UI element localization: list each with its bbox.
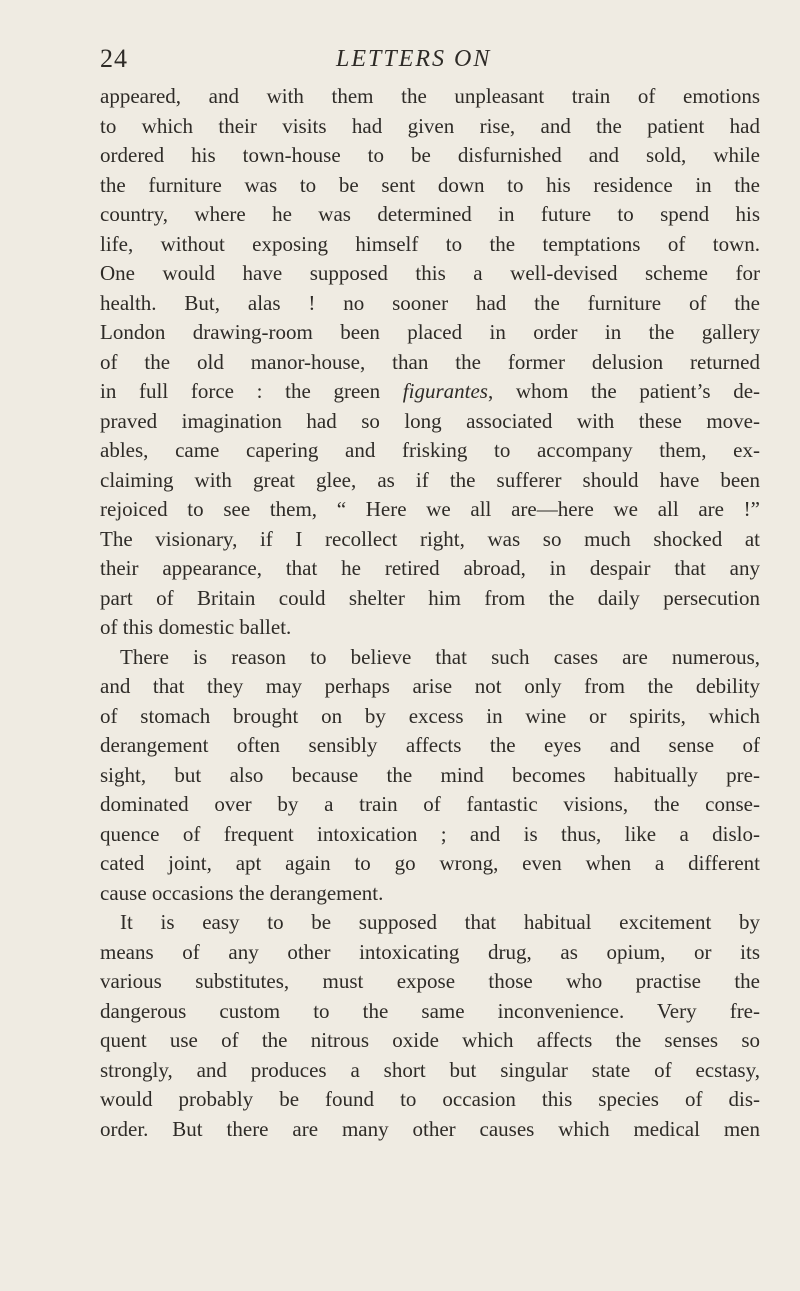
text-line: cated joint, apt again to go wrong, even when a different (100, 851, 760, 875)
page-header (0, 44, 800, 84)
text-line: praved imagination had so long associated with these move- (100, 408, 760, 433)
text-line: The visionary, if I recollect right, was so much shocked at (100, 526, 760, 551)
text-line: part of Britain could shelter him from the daily persecution (100, 585, 760, 610)
text-line: health. But, alas ! no sooner had the furniture of the (100, 290, 760, 315)
text-line: derangement often sensibly affects the eyes and sense of (100, 733, 760, 757)
text-line: means of any other intoxicating drug, as opium, or its (100, 939, 760, 964)
page-number: 24 (100, 44, 128, 73)
text-line: to which their visits had given rise, and the patient had (100, 113, 760, 138)
text-line: of this domestic ballet. (100, 615, 292, 639)
text-line: cause occasions the derangement. (100, 880, 384, 905)
text-line: of the old manor-house, than the former delusion returned (100, 349, 760, 374)
text-line: in full force : the green figurantes, whom the patient’s de- (100, 379, 761, 403)
italic-word: figurantes (402, 379, 488, 403)
text-line: appeared, and with them the unpleasant train of emotions (100, 84, 760, 108)
text-line: It is easy to be supposed that habitual excitement by (120, 910, 760, 934)
text-line: various substitutes, must expose those who practise the (100, 969, 760, 993)
text-line: of stomach brought on by excess in wine or spirits, which (100, 703, 760, 728)
text-line: order. But there are many other causes which medical men (100, 1116, 760, 1141)
text-line: strongly, and produces a short but singular state of ecstasy, (100, 1057, 760, 1082)
text-line: life, without exposing himself to the temptations of town. (100, 231, 760, 256)
text-line: dangerous custom to the same inconvenience. Very fre- (100, 998, 760, 1023)
text-line: dominated over by a train of fantastic visions, the conse- (100, 792, 760, 816)
text-line: ordered his town-house to be disfurnished and sold, while (100, 143, 760, 167)
text-line: There is reason to believe that such cases are numerous, (120, 644, 760, 669)
text-line: quence of frequent intoxication ; and is thus, like a dislo- (100, 821, 760, 846)
body-text (100, 82, 760, 1144)
text-line: their appearance, that he retired abroad, in despair that any (100, 556, 760, 580)
text-line: rejoiced to see them, “ Here we all are—here we all are !” (100, 497, 760, 521)
text-line: ables, came capering and frisking to accompany them, ex- (100, 438, 760, 462)
text-line: claiming with great glee, as if the sufferer should have been (100, 467, 760, 492)
text-line: One would have supposed this a well-devised scheme for (100, 261, 760, 285)
text-line: quent use of the nitrous oxide which affects the senses so (100, 1028, 760, 1052)
running-head: LETTERS ON (336, 46, 492, 72)
text-line: sight, but also because the mind becomes habitually pre- (100, 762, 760, 787)
text-line: and that they may perhaps arise not only from the debility (100, 674, 760, 698)
text-line: country, where he was determined in future to spend his (100, 202, 760, 226)
text-line: London drawing-room been placed in order in the gallery (100, 320, 760, 344)
text-line: would probably be found to occasion this species of dis- (100, 1087, 760, 1111)
text-line: the furniture was to be sent down to his residence in the (100, 172, 760, 197)
